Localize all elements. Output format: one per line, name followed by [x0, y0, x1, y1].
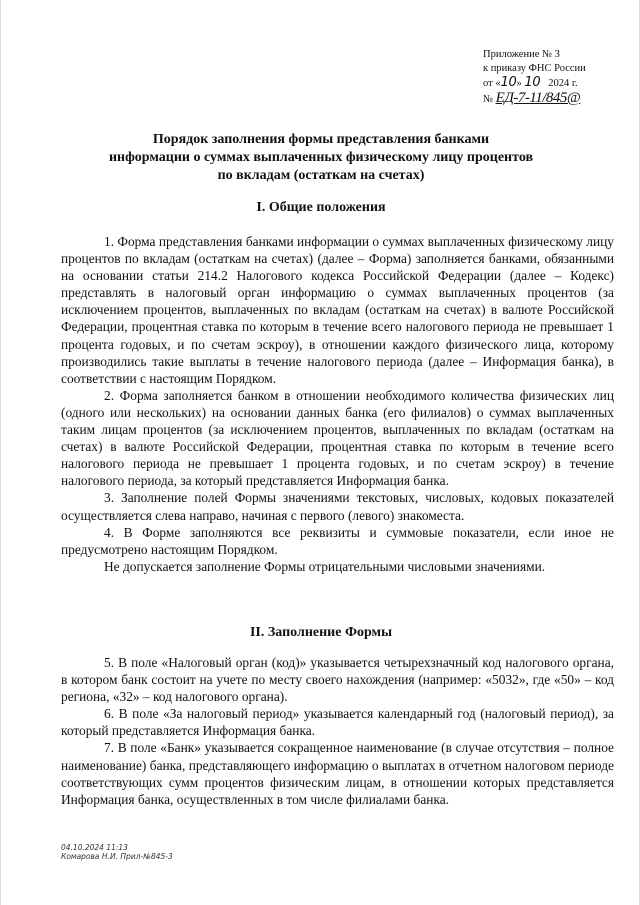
appendix-number-line [483, 91, 613, 107]
paragraph-3: 3. Заполнение полей Формы значениями текстовых, числовых, кодовых показателей осуществляется слева направо, начиная с первого (левого) знакоместа. [61, 490, 614, 523]
paragraph-4-note: Не допускается заполнение Формы отрицательными числовыми значениями. [104, 558, 546, 574]
paragraph-2: 2. Форма заполняется банком в отношении необходимого количества физических лиц (одного или нескольких) на основании данных банка (его филиалов) о суммах выплаченных таким лицам процентов (за исключением процентов, выплаченных по вкладам (остаткам на счетах) в валюте Российской Федерации, процентная ставка по которым в течение всего налогового периода не превышает 1 процента годовых, и по счетам эскроу) в течение налогового периода, за который представляется Информация банка. [61, 387, 614, 489]
date-year: 2024 г. [548, 78, 578, 89]
footer-line-1: 04.10.2024 11:13 [61, 843, 128, 852]
number-prefix: № [483, 94, 494, 105]
paragraph-5: 5. В поле «Налоговый орган (код)» указывается четырехзначный код налогового органа, в котором банк состоит на учете по месту своего нахождения (например: «5032», где «50» – код региона, «32» – код налогового органа). [61, 655, 614, 705]
paragraph-1: 1. Форма представления банками информации о суммах выплаченных физическому лицу процентов по вкладам (остаткам на счетах) (далее – Форма) заполняется банками, обязанными на основании статьи 214.2 Налогового кодекса Российской Федерации (далее – Кодекс) представлять в налоговый орган информацию о суммах выплаченных процентов (за исключением процентов, выплаченных по вкладам (остаткам на счетах) в валюте Российской Федерации, процентная ставка по которым в течение всего налогового периода не превышает 1 процента годовых, и по счетам эскроу), в отношении каждого физического лица, которому производились такие выплаты в течение налогового периода (далее – Информация банка), в соответствии с настоящим Порядком. [61, 234, 614, 386]
date-month-handwritten: 10 [524, 75, 541, 90]
appendix-block [483, 48, 613, 107]
paragraph-7: 7. В поле «Банк» указывается сокращенное наименование (в случае отсутствия – полное наименование) банка, представляющего информацию о выплатах в отчетном налоговом периоде соответствующих сумм процентов физическим лицам, в отношении которых представляется Информация банка, осуществленных в том числе филиалами банка. [61, 740, 614, 807]
date-day-handwritten: 10 [500, 75, 517, 90]
section-2-body [61, 654, 614, 808]
footer-stamp [61, 843, 173, 861]
title-line-1: Порядок заполнения формы представления банками [152, 132, 490, 147]
title-line-2: информации о суммах выплаченных физическому лицу процентов [108, 150, 534, 165]
section-2-heading: II. Заполнение Формы [249, 625, 393, 640]
paragraph-6: 6. В поле «За налоговый период» указывается календарный год (налоговый период), за который представляется Информация банка. [61, 706, 614, 739]
date-prefix: от « [483, 78, 501, 89]
order-number-handwritten: ЕД-7-11/845@ [495, 90, 581, 106]
date-mid: » [516, 78, 522, 89]
appendix-line-1: Приложение № 3 [483, 49, 560, 60]
document-title [81, 131, 561, 185]
paragraph-4: 4. В Форме заполняются все реквизиты и суммовые показатели, если иное не предусмотрено настоящим Порядком. [61, 524, 614, 557]
section-1-heading: I. Общие положения [256, 200, 386, 215]
appendix-date-line [483, 76, 613, 91]
title-line-3: по вкладам (остаткам на счетах) [217, 168, 425, 183]
footer-line-2: Комарова Н.И. Прил-№845-3 [61, 852, 173, 861]
appendix-line-2: к приказу ФНС России [483, 63, 586, 74]
section-1-body [61, 233, 614, 575]
